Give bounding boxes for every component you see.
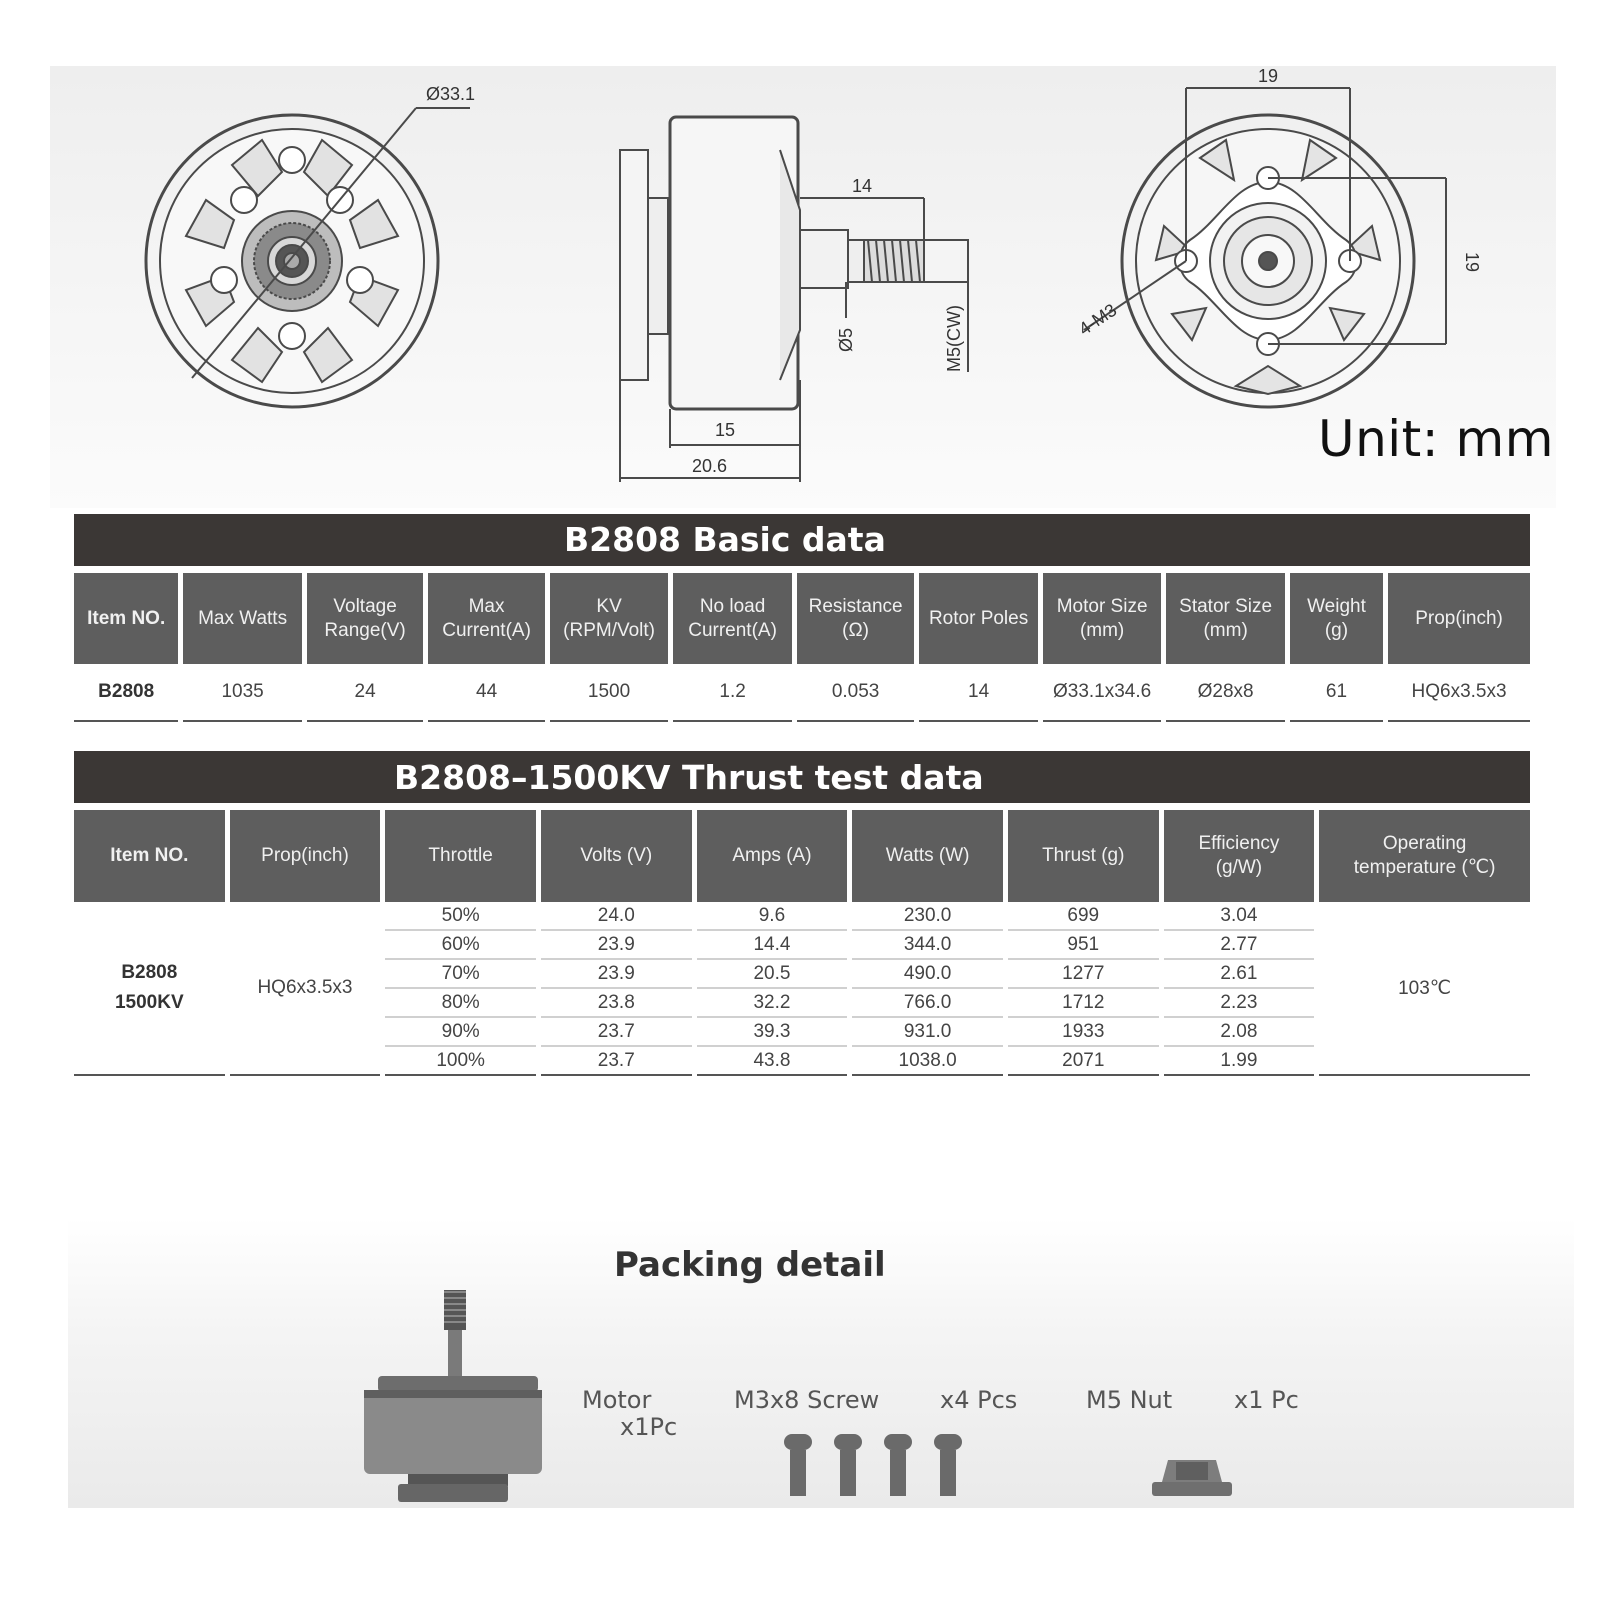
thrust-throttle: 70% (385, 960, 536, 989)
thrust-header-eff-line2: (g/W) (1215, 857, 1263, 878)
basic-item-no: B2808 (74, 664, 178, 722)
thrust-header-eff-line1: Efficiency (1198, 833, 1280, 854)
thrust-header-temp-line1: Operating (1382, 833, 1467, 854)
thrust-item-line1: B2808 (121, 962, 178, 983)
thrust-volts: 24.0 (541, 902, 692, 931)
thrust-efficiency: 1.99 (1164, 1047, 1315, 1076)
thrust-prop: HQ6x3.5x3 (230, 902, 381, 1076)
packing-screw-label: M3x8 Screw (734, 1386, 880, 1414)
thrust-thrust: 699 (1008, 902, 1159, 931)
basic-voltage: 24 (307, 664, 423, 722)
header-noload-line2: Current(A) (688, 619, 777, 641)
thrust-item-line2: 1500KV (114, 992, 184, 1013)
thrust-efficiency: 2.61 (1164, 960, 1315, 989)
thrust-header-temp-line2: temperature (℃) (1353, 857, 1496, 878)
thrust-thrust: 951 (1008, 931, 1159, 960)
header-weight-line1: Weight (1307, 595, 1366, 617)
thrust-volts: 23.9 (541, 960, 692, 989)
header-noload-line1: No load (699, 595, 766, 617)
basic-prop: HQ6x3.5x3 (1388, 664, 1530, 722)
packing-title: Packing detail (614, 1245, 886, 1285)
side-thread-label: M5(CW) (944, 305, 964, 372)
thrust-thrust: 2071 (1008, 1047, 1159, 1076)
header-kv-line2: (RPM/Volt) (563, 619, 655, 641)
thrust-volts: 23.9 (541, 931, 692, 960)
header-kv-line1: KV (596, 595, 622, 617)
header-prop-text: Prop(inch) (1415, 607, 1503, 629)
header-item-no-text: Item NO. (87, 607, 166, 629)
header-resistance-line1: Resistance (808, 595, 903, 617)
header-current-line2: Current(A) (442, 619, 531, 641)
header-resistance-line2: (Ω) (842, 619, 870, 641)
basic-stator-size: Ø28x8 (1166, 664, 1285, 722)
thrust-throttle: 80% (385, 989, 536, 1018)
side-total-length-label: 20.6 (692, 456, 728, 476)
basic-kv: 1500 (550, 664, 669, 722)
thrust-efficiency: 3.04 (1164, 902, 1315, 931)
unit-label: Unit: mm (1318, 410, 1554, 468)
mount-height-label: 19 (1462, 252, 1482, 273)
thrust-amps: 20.5 (697, 960, 848, 989)
basic-data-title: B2808 Basic data (564, 520, 886, 559)
thrust-throttle: 60% (385, 931, 536, 960)
header-current-line1: Max (468, 595, 505, 617)
header-stator-line1: Stator Size (1179, 595, 1273, 617)
thrust-throttle: 100% (385, 1047, 536, 1076)
thrust-header-prop-text: Prop(inch) (261, 845, 349, 866)
side-body-length-label: 15 (715, 420, 736, 440)
front-diameter-label: Ø33.1 (426, 84, 476, 104)
thrust-efficiency: 2.77 (1164, 931, 1315, 960)
packing-motor-qty: x1Pc (620, 1413, 678, 1441)
packing-nut-qty: x1 Pc (1234, 1386, 1299, 1414)
basic-weight: 61 (1290, 664, 1383, 722)
thrust-header-amps-text: Amps (A) (732, 845, 812, 866)
packing-nut-label: M5 Nut (1086, 1386, 1173, 1414)
header-weight-line2: (g) (1324, 619, 1349, 641)
packing-motor-label: Motor (582, 1386, 652, 1414)
side-shaft-length-label: 14 (852, 176, 873, 196)
header-stator-line2: (mm) (1203, 619, 1248, 641)
basic-noload-current: 1.2 (673, 664, 792, 722)
thrust-watts: 490.0 (852, 960, 1003, 989)
mount-width-label: 19 (1258, 66, 1279, 86)
header-max-watts-text: Max Watts (198, 607, 288, 629)
thrust-amps: 32.2 (697, 989, 848, 1018)
basic-resistance: 0.053 (797, 664, 915, 722)
basic-motor-size: Ø33.1x34.6 (1043, 664, 1162, 722)
thrust-header-thrust-text: Thrust (g) (1042, 845, 1125, 866)
thrust-amps: 14.4 (697, 931, 848, 960)
motor-image (364, 1290, 542, 1502)
mount-screws-label: 4-M3 (1075, 299, 1121, 340)
thrust-data-title: B2808–1500KV Thrust test data (394, 758, 984, 797)
thrust-amps: 39.3 (697, 1018, 848, 1047)
thrust-watts: 766.0 (852, 989, 1003, 1018)
header-voltage-line2: Range(V) (324, 619, 406, 641)
side-shaft-diameter-label: Ø5 (836, 327, 856, 352)
header-rotor-poles-text: Rotor Poles (928, 607, 1029, 629)
thrust-temperature: 103℃ (1319, 902, 1530, 1076)
thrust-watts: 230.0 (852, 902, 1003, 931)
basic-max-current: 44 (428, 664, 544, 722)
thrust-amps: 9.6 (697, 902, 848, 931)
basic-max-watts: 1035 (183, 664, 302, 722)
thrust-throttle: 90% (385, 1018, 536, 1047)
thrust-header-watts-text: Watts (W) (885, 845, 970, 866)
thrust-efficiency: 2.23 (1164, 989, 1315, 1018)
header-voltage-line1: Voltage (333, 595, 397, 617)
thrust-thrust: 1933 (1008, 1018, 1159, 1047)
thrust-amps: 43.8 (697, 1047, 848, 1076)
packing-screw-qty: x4 Pcs (940, 1386, 1018, 1414)
thrust-thrust: 1277 (1008, 960, 1159, 989)
thrust-efficiency: 2.08 (1164, 1018, 1315, 1047)
nut-image (1152, 1460, 1232, 1496)
thrust-watts: 1038.0 (852, 1047, 1003, 1076)
thrust-watts: 931.0 (852, 1018, 1003, 1047)
thrust-throttle: 50% (385, 902, 536, 931)
basic-rotor-poles: 14 (919, 664, 1038, 722)
thrust-watts: 344.0 (852, 931, 1003, 960)
thrust-volts: 23.8 (541, 989, 692, 1018)
screws-image (784, 1434, 962, 1496)
header-motor-line1: Motor Size (1056, 595, 1148, 617)
thrust-volts: 23.7 (541, 1047, 692, 1076)
header-motor-line2: (mm) (1079, 619, 1125, 641)
thrust-thrust: 1712 (1008, 989, 1159, 1018)
thrust-header-throttle-text: Throttle (428, 845, 493, 866)
thrust-header-volts-text: Volts (V) (580, 845, 653, 866)
thrust-volts: 23.7 (541, 1018, 692, 1047)
thrust-header-item-text: Item NO. (110, 845, 189, 866)
